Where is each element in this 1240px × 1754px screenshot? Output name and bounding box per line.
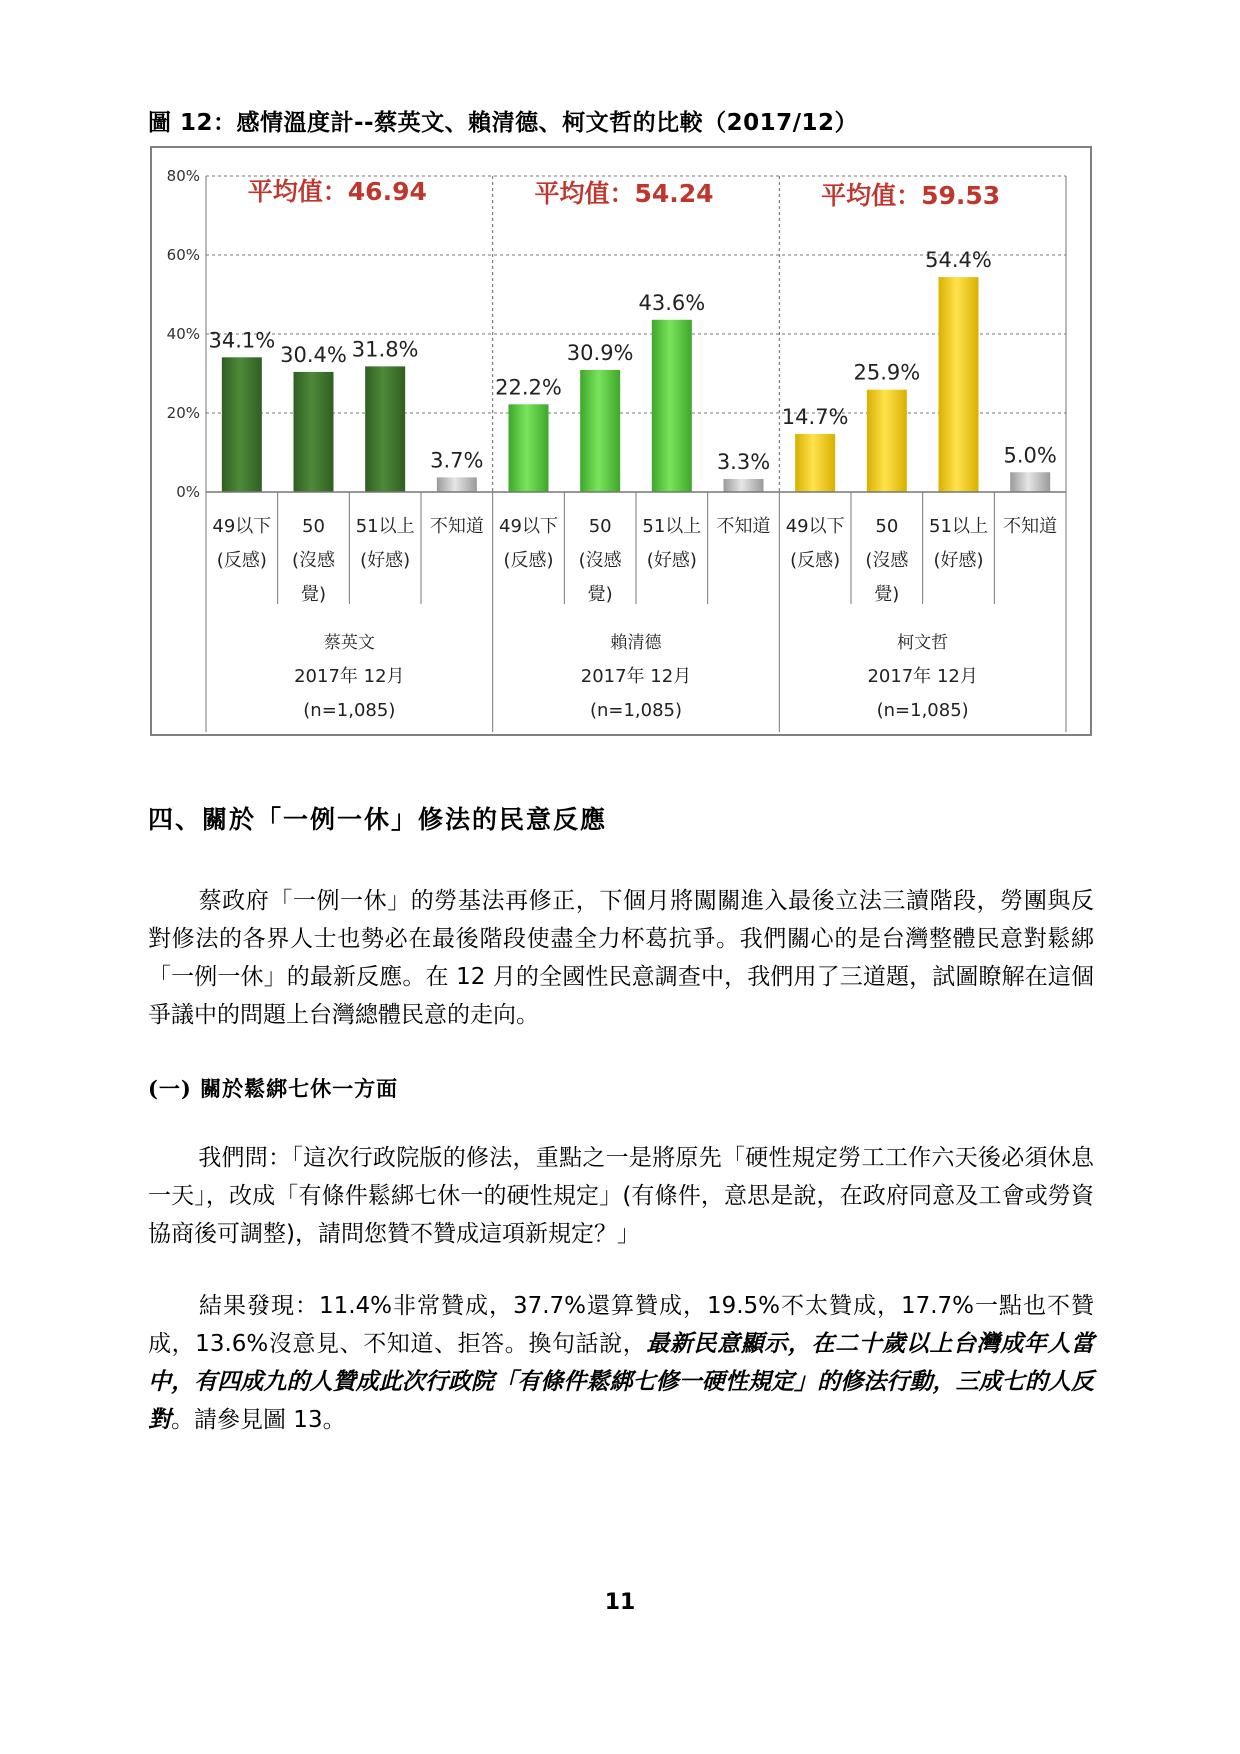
- category-label: (沒感: [291, 550, 336, 571]
- bar: [294, 372, 334, 492]
- category-label: 51以上: [929, 516, 988, 537]
- y-tick-label: 80%: [166, 167, 200, 185]
- y-tick-label: 60%: [166, 246, 200, 264]
- group-period: 2017年 12月: [580, 666, 692, 687]
- subsection-heading: (一) 關於鬆綁七休一方面: [148, 1076, 399, 1101]
- data-label: 3.7%: [430, 448, 484, 473]
- bar: [652, 320, 692, 492]
- group-sample: (n=1,085): [303, 700, 396, 721]
- category-label: 50: [302, 516, 325, 537]
- category-label: (好感): [360, 550, 411, 571]
- category-label: (好感): [646, 550, 697, 571]
- category-label: (反感): [503, 550, 554, 571]
- bar: [795, 434, 835, 492]
- category-label: 不知道: [429, 516, 484, 537]
- y-tick-label: 40%: [166, 325, 200, 343]
- bar: [222, 357, 262, 492]
- result-end: 。請參見圖 13。: [171, 1407, 346, 1433]
- bar: [724, 479, 764, 492]
- data-label: 31.8%: [351, 337, 419, 362]
- bar: [365, 366, 405, 492]
- category-label: 不知道: [1003, 516, 1058, 537]
- result-emphasis: 最新民意顯示，在二十歲以上台灣成年人當中，有四成九的人贊成此次行政院「有條件鬆綁七修一硬性規定」的修法行動，三成七的人反對: [148, 1331, 1094, 1433]
- group-sample: (n=1,085): [589, 700, 683, 721]
- bar: [509, 404, 549, 492]
- y-tick-label: 20%: [166, 404, 200, 422]
- bar-chart: [150, 146, 1092, 736]
- intro-paragraph: [148, 882, 1094, 1034]
- group-name: 賴清德: [610, 633, 662, 653]
- section-heading: 四、關於「一例一休」修法的民意反應: [148, 805, 608, 834]
- average-label: 平均值：46.94: [247, 177, 427, 206]
- group-period: 2017年 12月: [867, 666, 978, 687]
- data-label: 25.9%: [853, 360, 921, 385]
- category-label: (反感): [216, 550, 267, 571]
- data-label: 3.3%: [716, 449, 771, 474]
- category-label: (好感): [933, 550, 984, 571]
- figure-caption: 圖 12：感情溫度計--蔡英文、賴清德、柯文哲的比較（2017/12）: [148, 110, 859, 136]
- category-label: (沒感: [865, 550, 909, 571]
- result-paragraph: [148, 1287, 1094, 1439]
- category-label: 覺): [874, 584, 900, 605]
- category-label: 覺): [587, 584, 613, 605]
- bar: [939, 277, 979, 492]
- average-label: 平均值：54.24: [534, 179, 714, 208]
- chart-canvas: [152, 148, 1090, 734]
- bar: [580, 370, 620, 492]
- group-name: 蔡英文: [323, 633, 375, 653]
- bar: [1010, 472, 1050, 492]
- bar: [437, 477, 477, 492]
- intro-text: 蔡政府「一例一休」的勞基法再修正，下個月將闖關進入最後立法三讀階段，勞團與反對修法的各界人士也勢必在最後階段使盡全力杯葛抗爭。我們關心的是台灣整體民意對鬆綁「一例一休」的最新反應。在 12 月的全國性民意調查中，我們用了三道題，試圖瞭解在這個爭議中的問題上台灣總體民意的走向。: [148, 888, 1094, 1028]
- category-label: 50: [875, 516, 899, 537]
- category-label: (沒感: [578, 550, 622, 571]
- group-sample: (n=1,085): [876, 700, 969, 721]
- category-label: 49以下: [212, 516, 272, 537]
- data-label: 54.4%: [925, 248, 992, 273]
- group-period: 2017年 12月: [294, 666, 405, 687]
- category-label: (反感): [790, 550, 841, 571]
- category-label: 51以上: [642, 516, 702, 537]
- page-number: 11: [604, 1590, 636, 1615]
- data-label: 30.9%: [566, 340, 634, 365]
- question-text: 我們問：「這次行政院版的修法，重點之一是將原先「硬性規定勞工工作六天後必須休息一天」，改成「有條件鬆綁七休一的硬性規定」(有條件，意思是說，在政府同意及工會或勞資協商後可調整)，請問您贊不贊成這項新規定？」: [148, 1145, 1094, 1247]
- category-label: 覺): [300, 584, 327, 605]
- group-name: 柯文哲: [897, 633, 949, 653]
- bar: [867, 390, 907, 492]
- data-label: 30.4%: [280, 342, 347, 367]
- category-label: 51以上: [355, 516, 415, 537]
- data-label: 34.1%: [208, 328, 276, 353]
- y-tick-label: 0%: [176, 483, 200, 501]
- category-label: 50: [588, 516, 612, 537]
- result-text: 結果發現：11.4%非常贊成，37.7%還算贊成，19.5%不太贊成，17.7%一點也不贊成，13.6%沒意見、不知道、拒答。換句話說，: [148, 1293, 1094, 1357]
- data-label: 14.7%: [781, 404, 849, 429]
- category-label: 49以下: [499, 516, 558, 537]
- average-label: 平均值：59.53: [821, 181, 1001, 210]
- question-paragraph: [148, 1139, 1094, 1253]
- data-label: 22.2%: [495, 375, 562, 400]
- category-label: 49以下: [785, 516, 845, 537]
- data-label: 5.0%: [1003, 443, 1057, 468]
- data-label: 43.6%: [638, 290, 706, 315]
- category-label: 不知道: [716, 516, 771, 537]
